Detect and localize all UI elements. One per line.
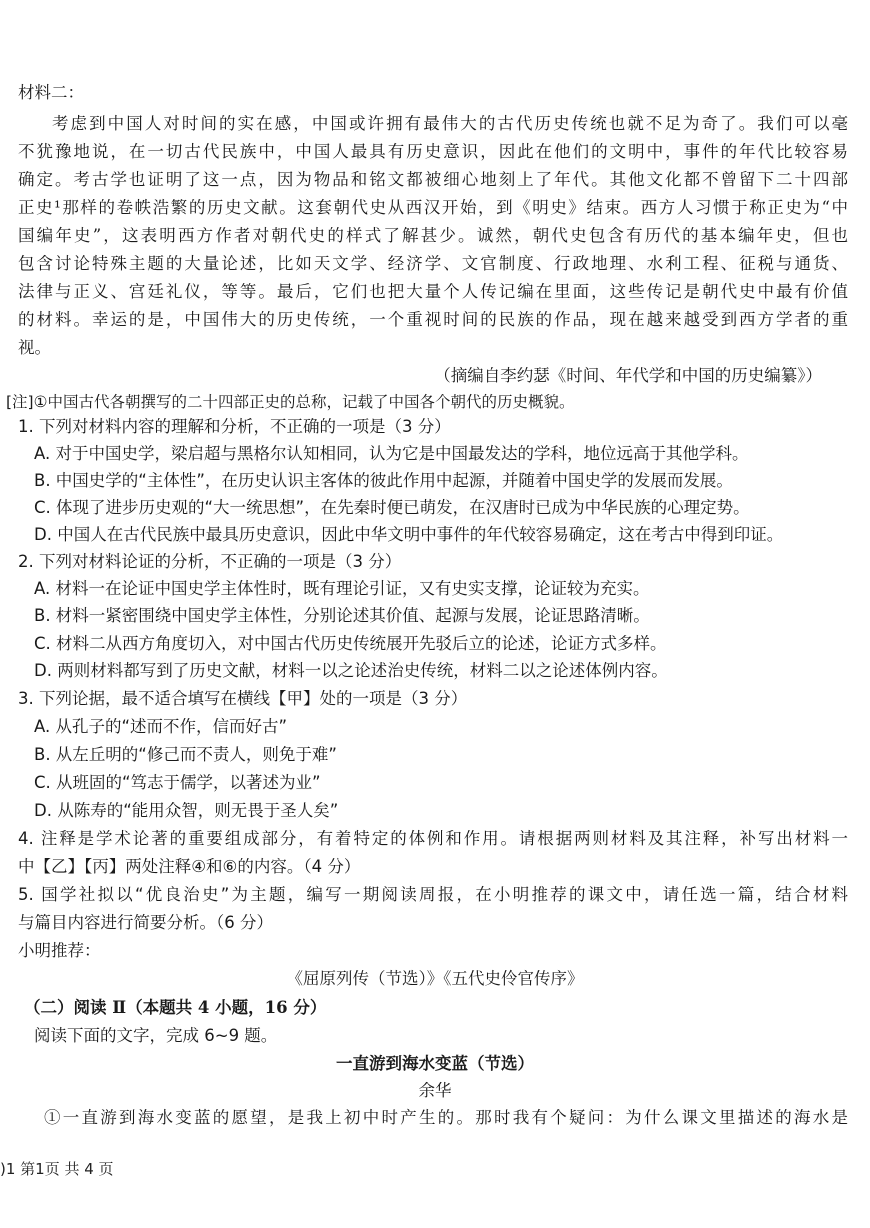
question-4-line-2: 中【乙】【丙】两处注释④和⑥的内容。（4 分） (18, 857, 361, 876)
question-5-line-2: 与篇目内容进行简要分析。（6 分） (18, 913, 273, 932)
section-2-instruction: 阅读下面的文字，完成 6~9 题。 (34, 1026, 278, 1045)
material2-source: （摘编自李约瑟《时间、年代学和中国的历史编纂》） (434, 366, 822, 385)
question-2-option-a: A. 材料一在论证中国史学主体性时，既有理论引证，又有史实支撑，论证较为充实。 (34, 579, 650, 598)
question-1-option-a: A. 对于中国史学，梁启超与黑格尔认知相同，认为它是中国最发达的学科，地位远高于其他学科。 (34, 444, 749, 463)
question-3-option-c: C. 从班固的“笃志于儒学，以著述为业” (34, 773, 321, 792)
question-2-option-b: B. 材料一紧密围绕中国史学主体性，分别论述其价值、起源与发展，论证思路清晰。 (34, 606, 650, 625)
material2-line-7: 法律与正义、宫廷礼仪，等等。最后，它们也把大量个人传记编在里面，这些传记是朝代史中最有价值 (18, 282, 848, 301)
article-paragraph-1: ①一直游到海水变蓝的愿望，是我上初中时产生的。那时我有个疑问：为什么课文里描述的海水是 (44, 1108, 848, 1127)
article-title: 一直游到海水变蓝（节选） (336, 1054, 534, 1073)
question-1-option-b: B. 中国史学的“主体性”，在历史认识主客体的彼此作用中起源，并随着中国史学的发展而发展。 (34, 471, 733, 490)
article-author: 余华 (418, 1081, 452, 1100)
material2-line-2: 不犹豫地说，在一切古代民族中，中国人最具有历史意识，因此在他们的文明中，事件的年代比较容易 (18, 142, 848, 161)
recommend-titles: 《屈原列传（节选）》《五代史伶官传序》 (286, 969, 584, 988)
material2-line-6: 包含讨论特殊主题的大量论述，比如天文学、经济学、文官制度、行政地理、水利工程、征税与通货、 (18, 254, 848, 273)
question-3-option-a: A. 从孔子的“述而不作，信而好古” (34, 717, 288, 736)
question-3-stem: 3. 下列论据，最不适合填写在横线【甲】处的一项是（3 分） (18, 689, 468, 708)
material2-note: [注]①中国古代各朝撰写的二十四部正史的总称，记载了中国各个朝代的历史概貌。 (6, 393, 575, 411)
recommend-label: 小明推荐： (18, 941, 101, 960)
material2-line-1: 考虑到中国人对时间的实在感，中国或许拥有最伟大的古代历史传统也就不足为奇了。我们可以毫 (52, 114, 848, 133)
material2-heading: 材料二： (18, 83, 84, 102)
question-1-stem: 1. 下列对材料内容的理解和分析，不正确的一项是（3 分） (18, 417, 451, 436)
question-4-line-1: 4. 注释是学术论著的重要组成部分，有着特定的体例和作用。请根据两则材料及其注释，补写出材料一 (18, 829, 848, 848)
section-2-heading: （二）阅读 Ⅱ（本题共 4 小题，16 分） (24, 998, 327, 1017)
question-1-option-c: C. 体现了进步历史观的“大一统思想”，在先秦时便已萌发，在汉唐时已成为中华民族的心理定势。 (34, 498, 750, 517)
material2-line-8: 的材料。幸运的是，中国伟大的历史传统，一个重视时间的民族的作品，现在越来越受到西方学者的重 (18, 310, 848, 329)
question-3-option-d: D. 从陈寿的“能用众智，则无畏于圣人矣” (34, 801, 339, 820)
question-2-stem: 2. 下列对材料论证的分析，不正确的一项是（3 分） (18, 552, 402, 571)
material2-line-4: 正史¹那样的卷帙浩繁的历史文献。这套朝代史从西汉开始，到《明史》结束。西方人习惯于称正史为“中 (18, 198, 848, 217)
question-1-option-d: D. 中国人在古代民族中最具历史意识，因此中华文明中事件的年代较容易确定，这在考古中得到印证。 (34, 525, 784, 544)
material2-line-3: 确定。考古学也证明了这一点，因为物品和铭文都被细心地刻上了年代。其他文化都不曾留下二十四部 (18, 170, 848, 189)
material2-line-5: 国编年史”，这表明西方作者对朝代史的样式了解甚少。诚然，朝代史包含有历代的基本编年史，但也 (18, 226, 848, 245)
material2-line-9: 视。 (18, 338, 51, 357)
question-2-option-c: C. 材料二从西方角度切入，对中国古代历史传统展开先驳后立的论述，论证方式多样。 (34, 634, 667, 653)
page-footer: )1 第1页 共 4 页 (0, 1160, 114, 1178)
question-2-option-d: D. 两则材料都写到了历史文献，材料一以之论述治史传统，材料二以之论述体例内容。 (34, 661, 668, 680)
question-3-option-b: B. 从左丘明的“修己而不责人，则免于难” (34, 745, 337, 764)
question-5-line-1: 5. 国学社拟以“优良治史”为主题，编写一期阅读周报，在小明推荐的课文中，请任选一篇，结合材料 (18, 885, 848, 904)
